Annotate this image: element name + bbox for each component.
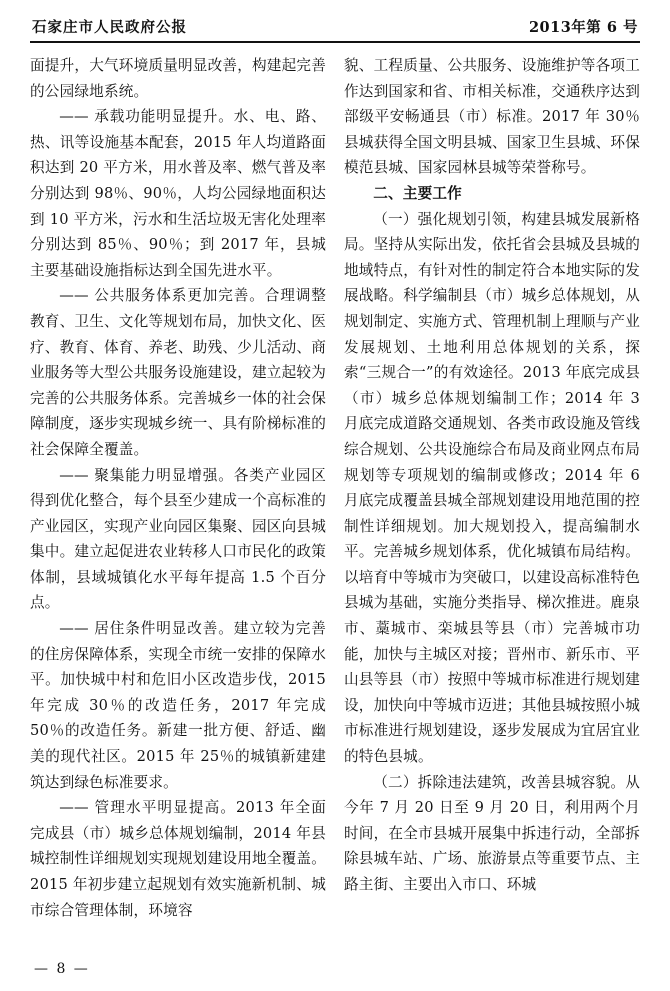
section-heading: 二、主要工作 bbox=[373, 184, 462, 202]
paragraph: 貌、工程质量、公共服务、设施维护等各项工作达到国家和省、市相关标准，交通秩序达到部级平安畅通县（市）标准。2017 年 30％县城获得全国文明县城、国家卫生县城、环保模范县城、国家园林县城等荣誉称号。 bbox=[344, 57, 640, 177]
page-header bbox=[30, 16, 640, 43]
paragraph: （二）拆除违法建筑，改善县城容貌。从今年 7 月 20 日至 9 月 20 日，利用两个月时间，在全市县城开展集中拆违行动，全部拆除县城车站、广场、旅游景点等重要节点、主路主街、主要出入市口、环城 bbox=[344, 773, 640, 893]
paragraph: （一）强化规划引领，构建县城发展新格局。坚持从实际出发，依托省会县城及县城的地域特点，有针对性的制定符合本地实际的发展战略。科学编制县（市）城乡总体规划，从规划制定、实施方式、管理机制上理顺与产业发展规划、土地利用总体规划的关系，探索“三规合一”的有效途径。2013 年底完成县（市）城乡总体规划编制工作；2014 年 3 月底完成道路交通规划、各类市政设施及管线综合规划、公共设施综合布局及商业网点布局规划等专项规划的编制或修改；2014 年 6 月底完成覆盖县城全部规划建设用地范围的控制性详细规划。加大规划投入，提高编制水平。完善城乡规划体系，优化城镇布局结构。以培育中等城市为突破口，以建设高标准特色县城为基础，实施分类指导、梯次推进。鹿泉市、藁城市、栾城县等县（市）完善城市功能，加快与主城区对接；晋州市、新乐市、平山县等县（市）按照中等城市标准进行规划建设，加快向中等城市迈进；其他县城按照小城市标准进行规划建设，逐步发展成为宜居宜业的特色县城。 bbox=[344, 210, 640, 766]
right-column bbox=[344, 53, 640, 953]
paragraph: —— 管理水平明显提高。2013 年全面完成县（市）城乡总体规划编制，2014 年县城控制性详细规划实现规划建设用地全覆盖。2015 年初步建立起规划有效实施新机制、城市综合管理体制，环境容 bbox=[30, 799, 326, 919]
paragraph: —— 聚集能力明显增强。各类产业园区得到优化整合，每个县至少建成一个高标准的产业园区，实现产业向园区集聚、园区向县城集中。建立起促进农业转移人口市民化的政策体制，县域城镇化水平每年提高 1.5 个百分点。 bbox=[30, 466, 326, 612]
left-column bbox=[30, 53, 326, 953]
paragraph: —— 居住条件明显改善。建立较为完善的住房保障体系，实现全市统一安排的保障水平。加快城中村和危旧小区改造步伐，2015 年完成 30％的改造任务，2017 年完成 50％的改造任务。新建一批方便、舒适、幽美的现代社区。2015 年 25％的城镇新建建筑达到绿色标准要求。 bbox=[30, 620, 326, 791]
page-number: — 8 — bbox=[34, 961, 90, 977]
two-column-body bbox=[30, 53, 640, 953]
publication-title: 石家庄市人民政府公报 bbox=[32, 19, 187, 36]
issue-number: 2013年第 6 号 bbox=[528, 19, 638, 36]
paragraph: —— 公共服务体系更加完善。合理调整教育、卫生、文化等规划布局，加快文化、医疗、教育、体育、养老、助残、少儿活动、商业服务等大型公共服务设施建设，建立起较为完善的公共服务体系。完善城乡一体的社会保障制度，逐步实现城乡统一、具有阶梯标准的社会保障全覆盖。 bbox=[30, 287, 326, 458]
paragraph: —— 承载功能明显提升。水、电、路、热、讯等设施基本配套，2015 年人均道路面积达到 20 平方米，用水普及率、燃气普及率分别达到 98％、90％，人均公园绿地面积达到 10 平方米，污水和生活垃圾无害化处理率分别达到 85％、90％；到 2017 年，县城主要基础设施指标达到全国先进水平。 bbox=[30, 108, 326, 279]
paragraph: 面提升，大气环境质量明显改善，构建起完善的公园绿地系统。 bbox=[30, 57, 326, 100]
